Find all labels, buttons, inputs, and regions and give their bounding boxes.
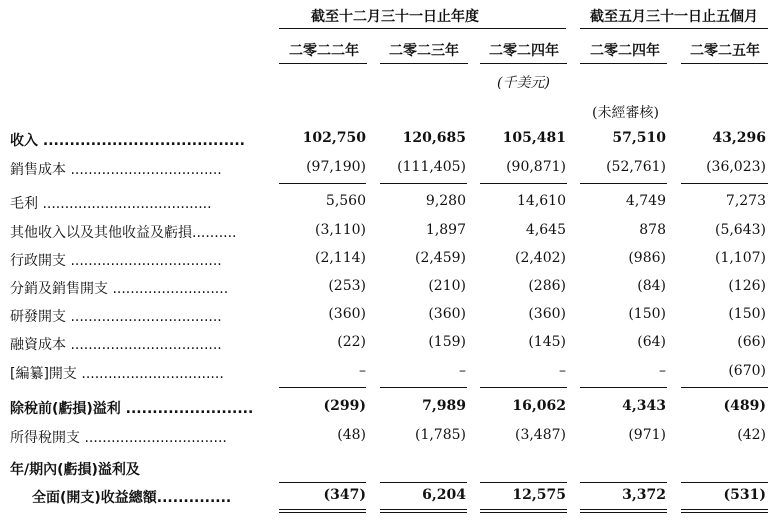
- row-value: 43,296: [712, 130, 766, 146]
- row-value: (48): [337, 427, 366, 443]
- row-value: (2,402): [514, 250, 566, 266]
- total-value: (347): [323, 487, 366, 503]
- row-value: –: [459, 363, 466, 379]
- row-value: 102,750: [302, 130, 366, 146]
- subtotal-rule: [681, 387, 768, 388]
- total-value: 6,204: [422, 487, 466, 503]
- column-header-2024-period: 二零二四年: [590, 43, 660, 59]
- row-label: 所得稅開支 ................................: [10, 430, 227, 446]
- subtotal-rule: [279, 183, 366, 184]
- row-value: (84): [637, 278, 666, 294]
- column-rule-2024: [480, 63, 567, 64]
- row-value: 7,989: [422, 398, 466, 414]
- row-value: 4,645: [525, 222, 566, 238]
- row-label: 其他收入以及其他收益及虧損..........: [10, 225, 237, 241]
- row-value: (150): [628, 306, 666, 322]
- column-rule-2022: [279, 63, 367, 64]
- row-value: (971): [628, 427, 666, 443]
- row-value: 4,343: [622, 398, 666, 414]
- row-value: 9,280: [425, 193, 466, 209]
- column-rule-2024-period: [580, 63, 667, 64]
- row-value: (286): [528, 278, 566, 294]
- row-value: 7,273: [725, 193, 766, 209]
- row-value: 105,481: [502, 130, 566, 146]
- row-label: 銷售成本 ..................................: [10, 162, 222, 178]
- group-rule-year: [279, 28, 566, 29]
- row-value: 4,749: [625, 193, 666, 209]
- row-value: 5,560: [325, 193, 366, 209]
- row-value: (299): [323, 398, 366, 414]
- row-value: –: [659, 363, 666, 379]
- total-top-rule: [580, 482, 667, 483]
- row-label: 收入 ......................................: [10, 133, 245, 149]
- row-value: (360): [428, 306, 466, 322]
- row-value: (5,643): [714, 222, 766, 238]
- row-label: 分銷及銷售開支 ..........................: [10, 281, 229, 297]
- row-value: 120,685: [402, 130, 466, 146]
- row-value: (36,023): [706, 159, 766, 175]
- row-value: 14,610: [517, 193, 566, 209]
- row-value: 878: [639, 222, 666, 238]
- row-value: –: [359, 363, 366, 379]
- unit-note: (千美元): [497, 75, 550, 91]
- row-label: 行政開支 ..................................: [10, 253, 222, 269]
- total-value: 12,575: [512, 487, 566, 503]
- total-double-rule: [380, 509, 467, 513]
- row-value: (66): [737, 334, 766, 350]
- row-value: (1,785): [414, 427, 466, 443]
- row-value: (126): [728, 278, 766, 294]
- row-value: (253): [328, 278, 366, 294]
- subtotal-rule: [380, 387, 467, 388]
- row-label: 融資成本 ..................................: [10, 337, 222, 353]
- row-label: 研發開支 ..................................: [10, 309, 222, 325]
- row-value: (111,405): [397, 159, 466, 175]
- total-top-rule: [681, 482, 768, 483]
- group-header-five-months: 截至五月三十一日止五個月: [590, 9, 758, 25]
- row-value: (159): [428, 334, 466, 350]
- subtotal-rule: [681, 183, 768, 184]
- row-value: (986): [628, 250, 666, 266]
- row-value: (210): [428, 278, 466, 294]
- row-label: 毛利 ......................................: [10, 196, 212, 212]
- row-value: (1,107): [714, 250, 766, 266]
- subtotal-rule: [380, 183, 467, 184]
- subtotal-rule: [580, 387, 667, 388]
- total-label-line2: 全面(開支)收益總額..............: [32, 490, 232, 506]
- row-value: (90,871): [506, 159, 566, 175]
- total-double-rule: [480, 509, 567, 513]
- column-header-2022: 二零二二年: [289, 43, 359, 59]
- subtotal-rule: [580, 183, 667, 184]
- row-value: –: [559, 363, 566, 379]
- total-top-rule: [380, 482, 467, 483]
- total-top-rule: [279, 482, 366, 483]
- total-label-line1: 年/期內(虧損)溢利及: [10, 462, 140, 478]
- row-value: 1,897: [425, 222, 466, 238]
- row-value: (670): [728, 363, 766, 379]
- subtotal-rule: [279, 387, 366, 388]
- row-value: (97,190): [306, 159, 366, 175]
- row-value: (22): [337, 334, 366, 350]
- total-value: (531): [723, 487, 766, 503]
- row-value: (2,459): [414, 250, 466, 266]
- unaudited-note: (未經審核): [592, 105, 659, 121]
- subtotal-rule: [480, 183, 567, 184]
- row-value: (3,487): [514, 427, 566, 443]
- total-double-rule: [279, 509, 366, 513]
- total-top-rule: [480, 482, 567, 483]
- row-value: (150): [728, 306, 766, 322]
- row-value: 16,062: [512, 398, 566, 414]
- row-label: 除稅前(虧損)溢利 ........................: [10, 401, 254, 417]
- column-rule-2023: [380, 63, 468, 64]
- column-header-2024: 二零二四年: [489, 43, 559, 59]
- row-value: (489): [723, 398, 766, 414]
- group-rule-five-months: [580, 28, 768, 29]
- row-value: (2,114): [314, 250, 366, 266]
- group-header-year: 截至十二月三十一日止年度: [311, 9, 479, 25]
- row-value: (145): [528, 334, 566, 350]
- row-value: (360): [328, 306, 366, 322]
- row-label: [編纂]開支 ................................: [10, 366, 224, 382]
- subtotal-rule: [480, 387, 567, 388]
- column-header-2023: 二零二三年: [389, 43, 459, 59]
- column-rule-2025-period: [681, 63, 768, 64]
- total-value: 3,372: [622, 487, 666, 503]
- row-value: 57,510: [612, 130, 666, 146]
- row-value: (3,110): [314, 222, 366, 238]
- row-value: (64): [637, 334, 666, 350]
- row-value: (52,761): [606, 159, 666, 175]
- row-value: (360): [528, 306, 566, 322]
- row-value: (42): [737, 427, 766, 443]
- column-header-2025-period: 二零二五年: [690, 43, 760, 59]
- total-double-rule: [681, 509, 768, 513]
- total-double-rule: [580, 509, 667, 513]
